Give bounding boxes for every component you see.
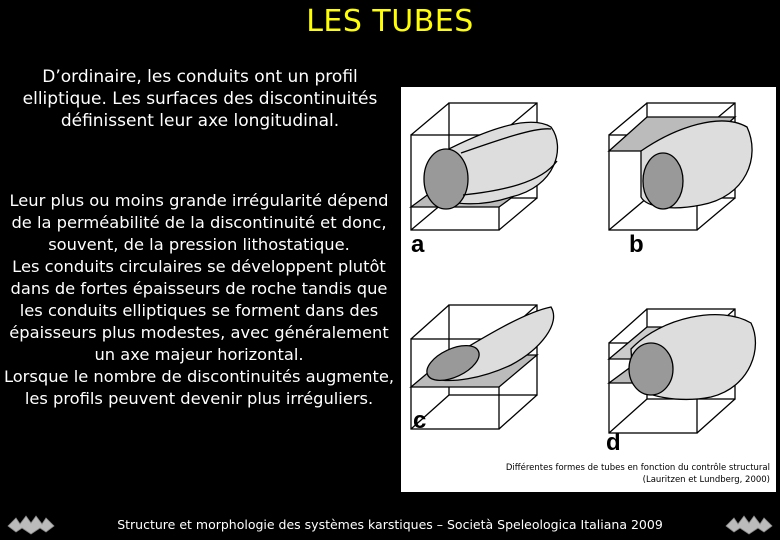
body-paragraph [2, 190, 396, 410]
figure-label-b: b [629, 231, 644, 258]
footer-credit: Structure et morphologie des systèmes karstiques – Società Speleologica Italiana 2009 [117, 517, 663, 532]
tube-diagram [401, 87, 776, 492]
figure-label-d: d [606, 429, 621, 456]
figure-label-c: c [413, 407, 427, 434]
tube-diagram-figure [401, 87, 776, 492]
figure-label-a: a [411, 231, 425, 258]
body-line-3: Lorsque le nombre de discontinuités augmente, les profils peuvent devenir plus irréguliers. [3, 367, 395, 408]
block-c [411, 305, 554, 429]
body-line-1: Leur plus ou moins grande irrégularité dépend de la perméabilité de la discontinuité et donc, souvent, de la pression lithostatique. [9, 191, 389, 254]
caption-line-2: (Lauritzen et Lundberg, 2000) [642, 475, 770, 485]
page-title: LES TUBES [306, 4, 474, 39]
caption-line-1: Différentes formes de tubes en fonction du contrôle structural [505, 463, 770, 473]
block-b [609, 103, 752, 230]
block-a [411, 103, 558, 230]
body-line-2: Les conduits circulaires se développent plutôt dans de fortes épaisseurs de roche tandis que les conduits elliptiques se forment dans des épaisseurs plus modestes, avec généralement un axe majeur horizontal. [9, 257, 389, 364]
block-d [609, 309, 755, 433]
intro-paragraph: D’ordinaire, les conduits ont un profil elliptique. Les surfaces des discontinuités définissent leur axe longitudinal. [22, 67, 378, 131]
figure-caption [410, 462, 770, 486]
